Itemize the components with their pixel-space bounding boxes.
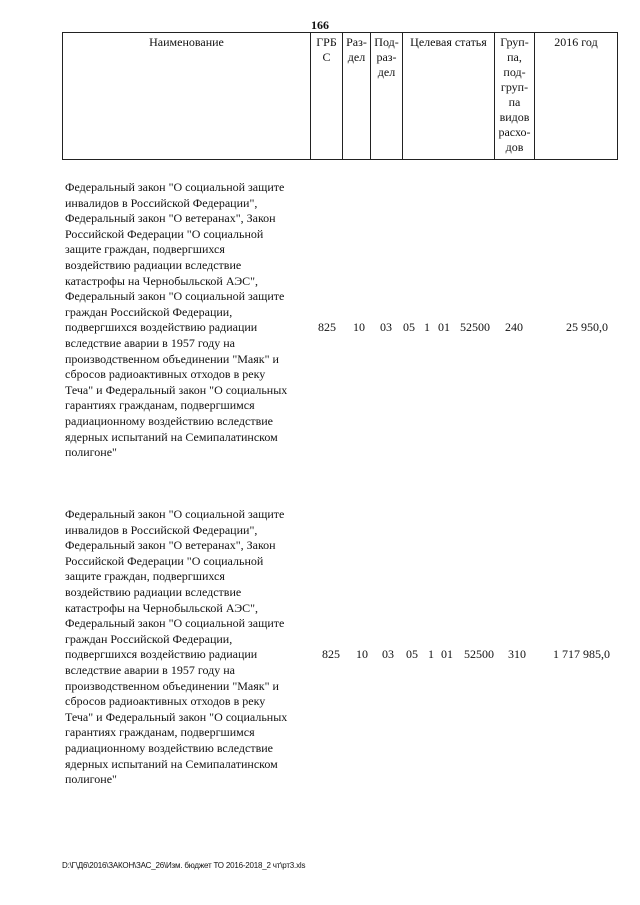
- header-razdel: Раз- дел: [343, 33, 371, 159]
- row-name: Федеральный закон "О социальной защите инвалидов в Российской Федерации", Федеральный закон "О ветеранах", Закон Российской Федерации "О социальной защите граждан, подвергшихся воздействию радиации вследствие катастрофы на Чернобыльской АЭС", Федеральный закон "О социальной защите граждан Российской Федерации, подвергшихся воздействию радиации вследствие аварии в 1957 году на производственном объединении "Маяк" и сбросов радиоактивных отходов в реку Теча" и Федеральный закон "О социальных гарантиях гражданам, подвергшимся радиационному воздействию вследствие ядерных испытаний на Семипалатинском полигоне": [65, 180, 288, 460]
- row-cs-event: 01: [441, 647, 453, 661]
- row-podrazdel: 03: [380, 320, 392, 334]
- header-podrazdel: Под- раз- дел: [371, 33, 403, 159]
- row-cs-program: 05: [403, 320, 415, 334]
- header-year: 2016 год: [554, 35, 598, 49]
- row-grbs: 825: [322, 647, 340, 661]
- row-podrazdel: 03: [382, 647, 394, 661]
- row-razdel: 10: [353, 320, 365, 334]
- row-vr: 240: [505, 320, 523, 334]
- row-cs-subprogram: 1: [424, 320, 430, 334]
- row-cs-direction: 52500: [460, 320, 490, 334]
- page-number: 166: [311, 18, 329, 32]
- header-celevaya-statya: Целевая статья: [403, 33, 495, 159]
- row-cs-subprogram: 1: [428, 647, 434, 661]
- footer-file-path: D:\Г\Д6\2016\ЗАКОН\ЗАС_26\Изм. бюджет ТО 2016-2018_2 чт\рт3.xls: [62, 861, 306, 870]
- row-sum: 1 717 985,0: [553, 647, 610, 661]
- row-name: Федеральный закон "О социальной защите инвалидов в Российской Федерации", Федеральный закон "О ветеранах", Закон Российской Федерации "О социальной защите граждан, подвергшихся воздействию радиации вследствие катастрофы на Чернобыльской АЭС", Федеральный закон "О социальной защите граждан Российской Федерации, подвергшихся воздействию радиации вследствие аварии в 1957 году на производственном объединении "Маяк" и сбросов радиоактивных отходов в реку Теча" и Федеральный закон "О социальных гарантиях гражданам, подвергшимся радиационному воздействию вследствие ядерных испытаний на Семипалатинском полигоне": [65, 507, 288, 787]
- row-cs-program: 05: [406, 647, 418, 661]
- row-sum: 25 950,0: [566, 320, 608, 334]
- header-grbs: ГРБ С: [311, 33, 343, 159]
- header-gruppa-vidov-rashodov: Груп- па, под- груп- па видов расхо- дов: [495, 33, 535, 159]
- header-name: Наименование: [63, 33, 311, 159]
- table-header: [62, 32, 618, 160]
- row-cs-event: 01: [438, 320, 450, 334]
- row-razdel: 10: [356, 647, 368, 661]
- row-vr: 310: [508, 647, 526, 661]
- row-cs-direction: 52500: [464, 647, 494, 661]
- row-grbs: 825: [318, 320, 336, 334]
